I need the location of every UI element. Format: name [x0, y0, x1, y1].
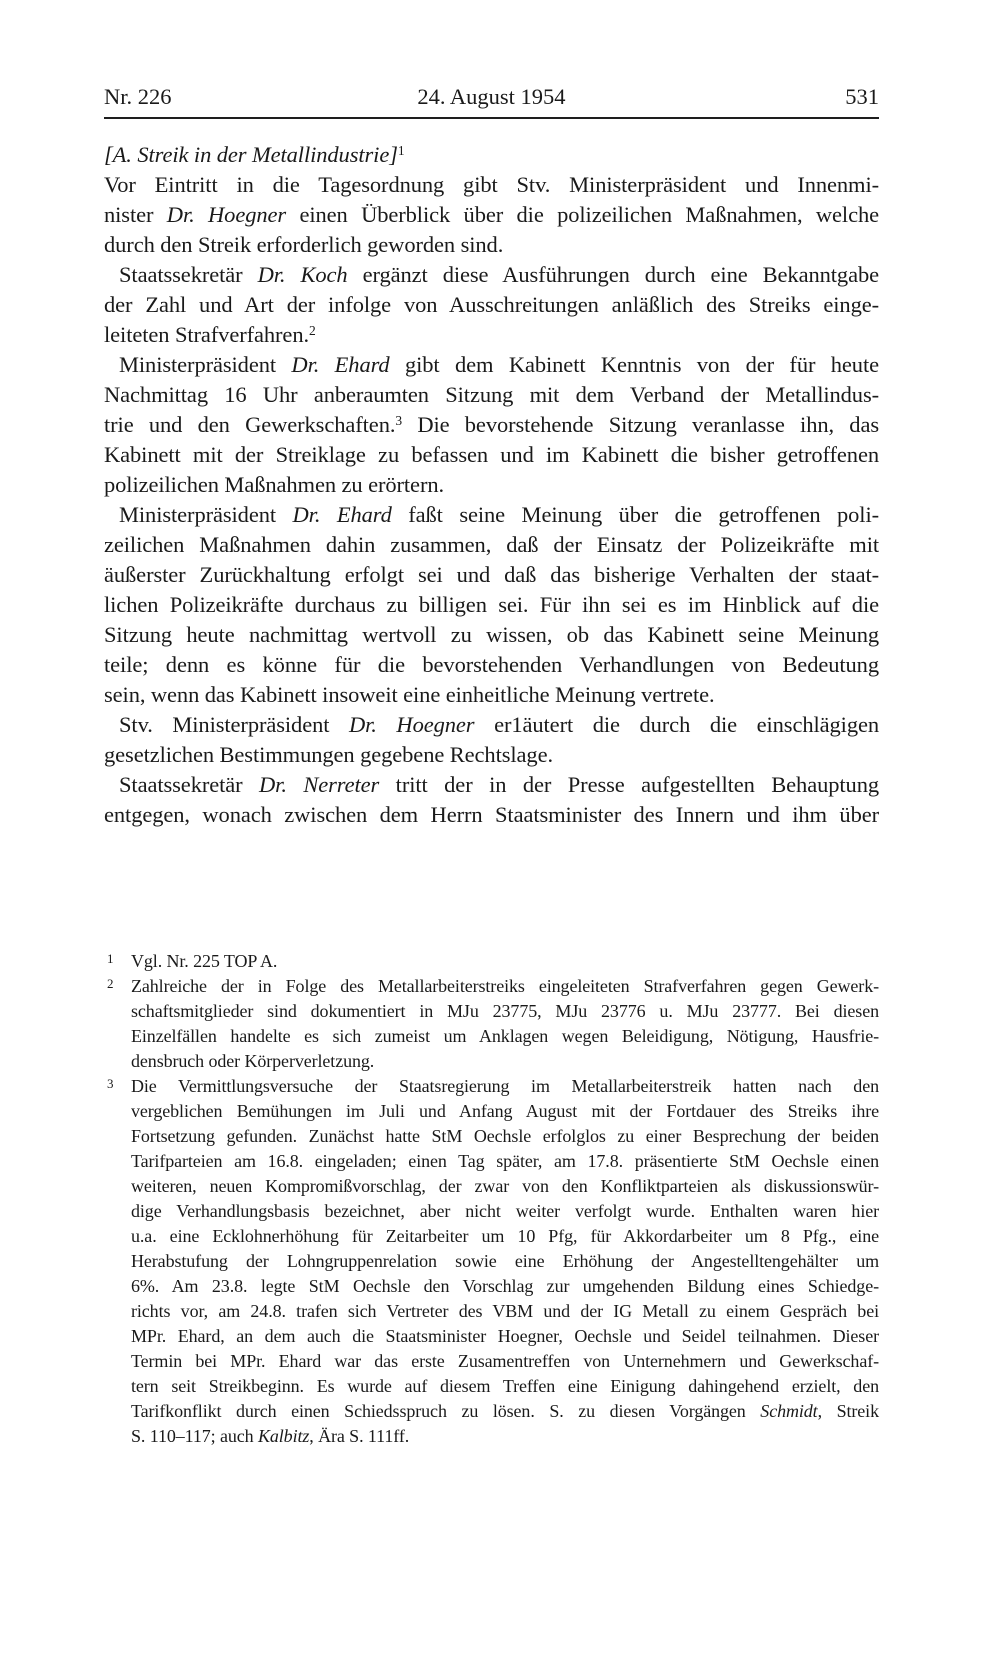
footnote-number: 3 [107, 1076, 114, 1091]
text-line [104, 350, 879, 380]
header-rule [104, 117, 879, 119]
text-run: Kalbitz [257, 1426, 310, 1446]
text-line [104, 500, 879, 530]
text-run: densbruch oder Körperverletzung. [131, 1051, 375, 1071]
text-run: faßt seine Meinung über die getroffenen poli- [391, 502, 879, 527]
text-run: [A. Streik in der Metallindustrie] [104, 142, 398, 167]
paragraph [104, 500, 879, 710]
text-run: Ministerpräsident [119, 352, 292, 377]
text-line [131, 1174, 879, 1199]
text-line [104, 170, 879, 200]
text-line [131, 1149, 879, 1174]
text-run: Tarifkonflikt durch einen Schiedsspruch zu lösen. S. zu diesen Vorgängen [131, 1401, 761, 1421]
text-run: teile; denn es könne für die bevorstehenden Verhandlungen von Bedeutung [104, 652, 879, 677]
text-run: gibt dem Kabinett Kenntnis von der für heute [389, 352, 879, 377]
text-run: S. 110–117; auch [131, 1426, 258, 1446]
text-line [131, 1124, 879, 1149]
text-line [104, 290, 879, 320]
text-run: Sitzung heute nachmittag wertvoll zu wissen, ob das Kabinett seine Meinung [104, 622, 879, 647]
footnote-reference: 1 [397, 143, 405, 159]
footnote-number: 2 [107, 976, 114, 991]
text-run: Staatssekretär [119, 772, 260, 797]
page-header [104, 84, 879, 110]
text-run: entgegen, wonach zwischen dem Herrn Staatsminister des Innern und ihm über [104, 802, 879, 827]
text-line [131, 949, 879, 974]
text-run: , Ära S. 111ff. [309, 1426, 410, 1446]
text-run: Termin bei MPr. Ehard war das erste Zusamentreffen von Unternehmern und Gewerkschaf- [131, 1351, 879, 1371]
text-line [131, 1049, 879, 1074]
text-line [131, 974, 879, 999]
text-run: weiteren, neuen Kompromißvorschlag, der zwar von den Konfliktparteien als diskussionswür- [131, 1176, 879, 1196]
text-line [104, 380, 879, 410]
text-line [104, 260, 879, 290]
text-run: Zahlreiche der in Folge des Metallarbeiterstreiks eingeleiteten Strafverfahren gegen Gewerk- [131, 976, 879, 996]
text-line [131, 1324, 879, 1349]
text-line [104, 530, 879, 560]
footnote [104, 974, 879, 1074]
text-run: schaftsmitglieder sind dokumentiert in MJu 23775, MJu 23776 u. MJu 23777. Bei diesen [131, 1001, 879, 1021]
text-line [131, 1099, 879, 1124]
text-run: Einzelfällen handelte es sich zumeist um Anklagen wegen Beleidigung, Nötigung, Hausfrie- [131, 1026, 879, 1046]
text-run: tern seit Streikbeginn. Es wurde auf diesem Treffen eine Einigung dahingehend erzielt, den [131, 1376, 879, 1396]
text-run: tritt der in der Presse aufgestellten Behauptung [379, 772, 879, 797]
header-date: 24. August 1954 [417, 84, 566, 109]
text-line [131, 1224, 879, 1249]
text-run: durch den Streik erforderlich geworden sind. [104, 232, 504, 257]
paragraph [104, 350, 879, 500]
text-run: vergeblichen Bemühungen im Juli und Anfang August mit der Fortdauer des Streiks ihre [131, 1101, 879, 1121]
text-line [131, 1424, 879, 1449]
paragraph [104, 170, 879, 260]
text-run: Herabstufung der Lohngruppenrelation sowie eine Erhöhung der Angestelltengehälter um [131, 1251, 879, 1271]
text-line [104, 710, 879, 740]
text-line [131, 1274, 879, 1299]
text-run: einen Überblick über die polizeilichen Maßnahmen, welche [286, 202, 880, 227]
footnote-reference: 3 [395, 413, 403, 429]
paragraph [104, 770, 879, 830]
text-line [131, 1249, 879, 1274]
text-run: 6%. Am 23.8. legte StM Oechsle den Vorschlag zur umgehenden Bildung eines Schiedge- [131, 1276, 879, 1296]
text-run: nister [104, 202, 167, 227]
text-block [104, 84, 879, 1449]
text-run: u.a. eine Ecklohnerhöhung für Zeitarbeiter um 10 Pfg, für Akkordarbeiter um 8 Pfg., eine [131, 1226, 879, 1246]
text-run: sein, wenn das Kabinett insoweit eine einheitliche Meinung vertrete. [104, 682, 715, 707]
text-line [104, 140, 879, 170]
text-run: Dr. Koch [257, 262, 348, 287]
text-line [104, 560, 879, 590]
text-run: ergänzt diese Ausführungen durch eine Bekanntgabe [347, 262, 879, 287]
text-line [104, 620, 879, 650]
text-line [131, 1024, 879, 1049]
page-number: 531 [845, 84, 879, 109]
text-run: MPr. Ehard, an dem auch die Staatsminister Hoegner, Oechsle und Seidel teilnahmen. Dieser [131, 1326, 879, 1346]
footnote-number: 1 [107, 951, 114, 966]
text-line [131, 1199, 879, 1224]
text-run: Fortsetzung gefunden. Zunächst hatte StM Oechsle erfolglos zu einer Besprechung der beiden [131, 1126, 879, 1146]
text-run: Die bevorstehende Sitzung veranlasse ihn, das [402, 412, 879, 437]
text-run: richts vor, am 24.8. trafen sich Vertreter des VBM und der IG Metall zu einem Gespräch bei [131, 1301, 879, 1321]
footnote [104, 1074, 879, 1449]
text-line [131, 1299, 879, 1324]
text-line [131, 1374, 879, 1399]
text-line [131, 1074, 879, 1099]
footnote-reference: 2 [309, 323, 316, 339]
text-run: Kabinett mit der Streiklage zu befassen und im Kabinett die bisher getroffenen [104, 442, 879, 467]
text-run: äußerster Zurückhaltung erfolgt sei und daß das bisherige Verhalten der staat- [104, 562, 879, 587]
section-heading [104, 140, 879, 170]
text-line [104, 680, 879, 710]
text-run: polizeilichen Maßnahmen zu erörtern. [104, 472, 445, 497]
text-run: trie und den Gewerkschaften. [104, 412, 396, 437]
text-run: er1äutert die durch die einschlägigen [474, 712, 880, 737]
footnotes [104, 949, 879, 1449]
text-run: zeilichen Maßnahmen dahin zusammen, daß der Einsatz der Polizeikräfte mit [104, 532, 879, 557]
text-line [104, 200, 879, 230]
body-text [104, 170, 879, 830]
paragraph [104, 710, 879, 770]
text-run: Nachmittag 16 Uhr anberaumten Sitzung mit dem Verband der Metallindus- [104, 382, 879, 407]
text-line [104, 320, 879, 350]
text-line [104, 800, 879, 830]
text-line [104, 230, 879, 260]
text-run: Ministerpräsident [119, 502, 293, 527]
text-line [131, 1349, 879, 1374]
text-line [104, 410, 879, 440]
text-run: Schmidt [760, 1401, 818, 1421]
text-run: Stv. Ministerpräsident [119, 712, 349, 737]
text-run: Dr. Hoegner [349, 712, 475, 737]
paragraph [104, 260, 879, 350]
text-run: Dr. Ehard [292, 502, 392, 527]
text-run: Die Vermittlungsversuche der Staatsregierung im Metallarbeiterstreik hatten nach den [131, 1076, 879, 1096]
document-number: Nr. 226 [104, 84, 172, 109]
text-run: dige Verhandlungsbasis bezeichnet, aber nicht weiter verfolgt wurde. Enthalten waren hier [131, 1201, 879, 1221]
text-run: Dr. Ehard [291, 352, 390, 377]
text-line [104, 470, 879, 500]
text-run: , Streik [817, 1401, 879, 1421]
text-line [131, 1399, 879, 1424]
text-run: Vgl. Nr. 225 TOP A. [131, 951, 278, 971]
text-run: Dr. Nerreter [259, 772, 380, 797]
text-line [104, 650, 879, 680]
text-run: der Zahl und Art der infolge von Ausschreitungen anläßlich des Streiks einge- [104, 292, 879, 317]
text-run: Dr. Hoegner [166, 202, 287, 227]
text-run: Tarifparteien am 16.8. eingeladen; einen Tag später, am 17.8. präsentierte StM Oechsle einen [131, 1151, 879, 1171]
text-run: gesetzlichen Bestimmungen gegebene Rechtslage. [104, 742, 553, 767]
footnote [104, 949, 879, 974]
text-line [131, 999, 879, 1024]
text-run: lichen Polizeikräfte durchaus zu billigen sei. Für ihn sei es im Hinblick auf die [104, 592, 879, 617]
text-run: Vor Eintritt in die Tagesordnung gibt Stv. Ministerpräsident und Innenmi- [104, 172, 879, 197]
text-run: leiteten Strafverfahren. [104, 322, 309, 347]
text-line [104, 740, 879, 770]
text-line [104, 440, 879, 470]
text-line [104, 590, 879, 620]
text-line [104, 770, 879, 800]
text-run: Staatssekretär [119, 262, 258, 287]
